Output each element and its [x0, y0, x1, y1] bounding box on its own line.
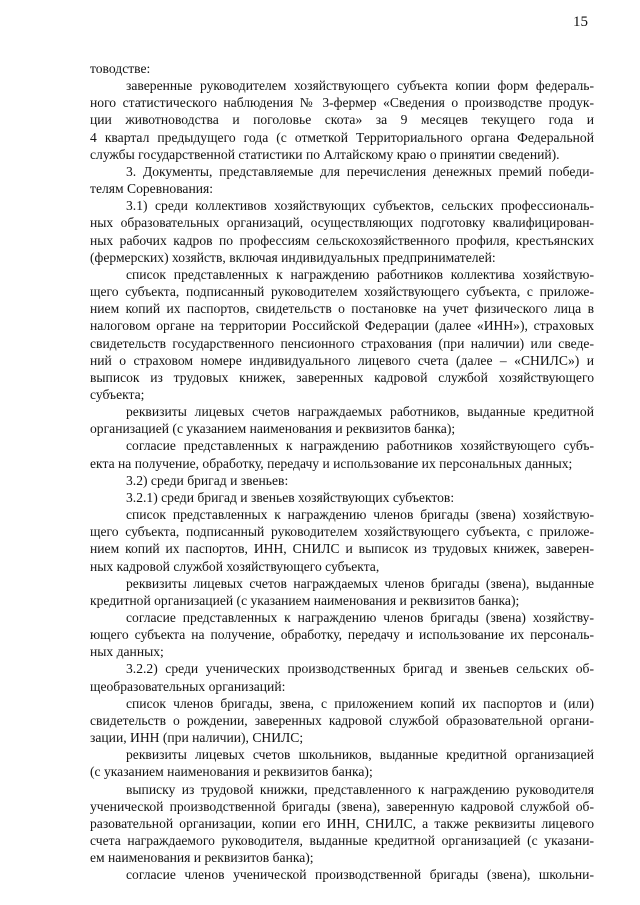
text-line: нием копий их паспортов, ИНН, СНИЛС и выписок из трудовых книжек, заверен-	[90, 541, 594, 557]
text-line: ем наименования и реквизитов банка);	[90, 850, 314, 866]
text-line: ний о страховом номере индивидуального лицевого счета (далее – «СНИЛС») и	[90, 352, 594, 368]
text-line: екта на получение, обработку, передачу и использование их персональных данных;	[90, 455, 573, 471]
text-line: выписок из трудовых книжек, заверенных кадровой службой хозяйствующего	[90, 369, 594, 385]
text-line: ного статистического наблюдения № 3-фермер «Сведения о производстве продук-	[90, 95, 594, 111]
text-line: счета награждаемого руководителя, выданные кредитной организацией (с указани-	[90, 833, 594, 849]
text-line: ных данных;	[90, 644, 164, 660]
page-number: 15	[573, 14, 588, 30]
text-line: зации, ИНН (при наличии), СНИЛС;	[90, 730, 304, 746]
text-line: список членов бригады, звена, с приложением копий их паспортов и (или)	[126, 695, 594, 711]
text-line: реквизиты лицевых счетов школьников, выданные кредитной организацией	[126, 747, 594, 763]
text-line: 3.1) среди коллективов хозяйствующих субъектов, сельских профессиональ-	[126, 198, 594, 214]
text-line: список представленных к награждению членов бригады (звена) хозяйствую-	[126, 507, 594, 523]
text-line: ных кадровой службой хозяйствующего субъекта,	[90, 558, 380, 574]
text-line: выписку из трудовой книжки, представленного к награждению руководителя	[126, 781, 594, 797]
text-line: ных образовательных организаций, осуществляющих подготовку квалифицирован-	[90, 215, 594, 231]
text-line: свидетельств о рождении, заверенных кадровой службой образовательной органи-	[90, 712, 594, 728]
text-line: реквизиты лицевых счетов награждаемых членов бригады (звена), выданные	[126, 575, 594, 591]
text-line: согласие представленных к награждению работников хозяйствующего субъ-	[126, 438, 594, 454]
text-line: щеобразовательных организаций:	[90, 678, 286, 694]
text-line: ции животноводства и поголовье скота» за 9 месяцев текущего года и	[90, 112, 594, 128]
text-line: щего субъекта, подписанный руководителем хозяйствующего субъекта, с приложе-	[90, 284, 594, 300]
document-body	[90, 60, 594, 884]
text-line: службы государственной статистики по Алтайскому краю о принятии сведений).	[90, 146, 560, 162]
text-line: кредитной организацией (с указанием наименования и реквизитов банка);	[90, 592, 520, 608]
text-line: согласие представленных к награждению членов бригады (звена) хозяйству-	[126, 610, 594, 625]
text-line: субъекта;	[90, 386, 145, 402]
text-line: 4 квартал предыдущего года (с отметкой Территориального органа Федеральной	[90, 129, 594, 145]
text-line: реквизиты лицевых счетов награждаемых работников, выданные кредитной	[126, 404, 594, 420]
text-line: 3. Документы, представляемые для перечисления денежных премий победи-	[126, 163, 594, 179]
text-line: (с указанием наименования и реквизитов банка);	[90, 764, 373, 780]
text-line: телям Соревнования:	[90, 181, 214, 197]
text-line: список представленных к награждению работников коллектива хозяйствую-	[126, 266, 594, 282]
text-line: 3.2) среди бригад и звеньев:	[126, 472, 289, 488]
text-line: организацией (с указанием наименования и реквизитов банка);	[90, 421, 456, 437]
text-line: ученической производственной бригады (звена), заверенную кадровой службой об-	[90, 798, 594, 814]
text-line: нием копий их паспортов, свидетельств о постановке на учет физического лица в	[90, 301, 594, 317]
text-line: щего субъекта, подписанный руководителем хозяйствующего субъекта, с приложе-	[90, 524, 594, 540]
text-line: разовательной организации, копии его ИНН, СНИЛС, а также реквизиты лицевого	[90, 815, 594, 831]
text-line: ных рабочих кадров по профессиям сельскохозяйственного профиля, крестьянских	[90, 232, 594, 248]
text-line: свидетельств государственного пенсионного страхования (при наличии) или сведе-	[90, 335, 594, 351]
text-line: заверенные руководителем хозяйствующего субъекта копии форм федераль-	[126, 78, 594, 94]
text-line: ющего субъекта на получение, обработку, передачу и использование их персональ-	[90, 627, 594, 643]
text-line: 3.2.1) среди бригад и звеньев хозяйствующих субъектов:	[126, 489, 455, 505]
text-line: 3.2.2) среди ученических производственных бригад и звеньев сельских об-	[126, 661, 594, 677]
text-line: согласие членов ученической производственной бригады (звена), школьни-	[126, 867, 594, 883]
text-line: налоговом органе на территории Российской Федерации (далее «ИНН»), страховых	[90, 318, 594, 334]
text-line: (фермерских) хозяйств, включая индивидуальных предпринимателей:	[90, 249, 496, 265]
text-line: товодстве:	[90, 61, 151, 76]
